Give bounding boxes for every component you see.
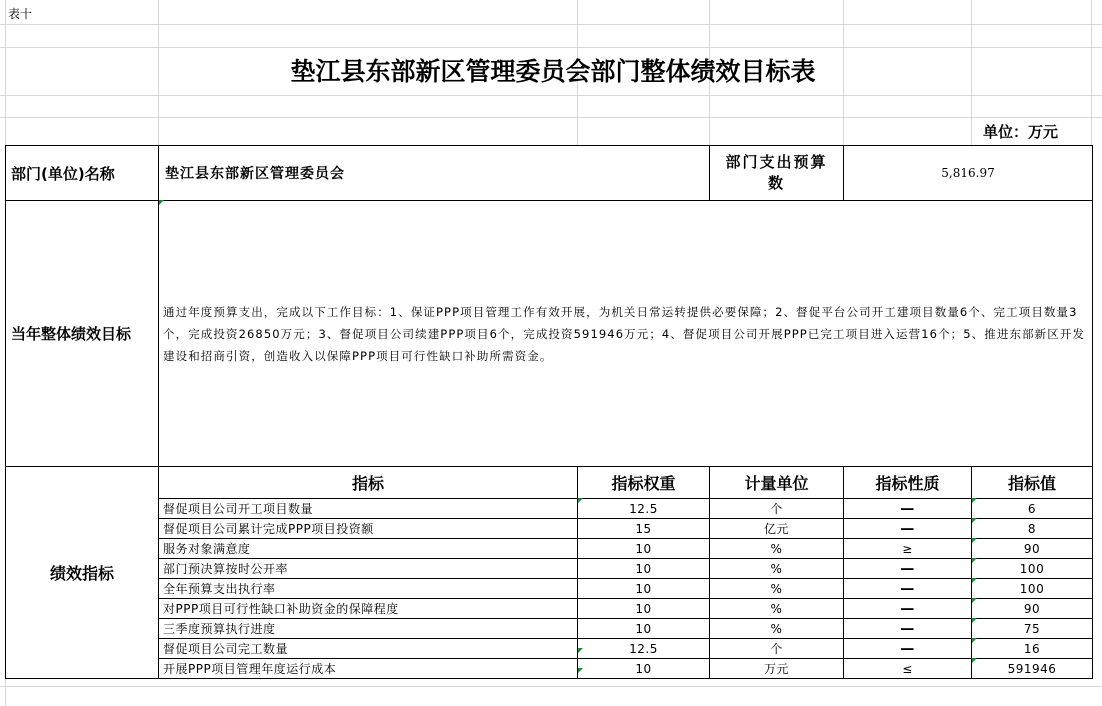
cell-error-marker: [972, 638, 977, 643]
table-row: [6, 619, 1093, 639]
indicator-nature: —: [844, 599, 972, 619]
table-row: [6, 539, 1093, 559]
indicator-value: 100: [972, 559, 1093, 579]
indicator-name: 开展PPP项目管理年度运行成本: [159, 659, 578, 679]
dept-name-value: 垫江县东部新区管理委员会: [159, 146, 710, 201]
table-row: [6, 599, 1093, 619]
page-title: 垫江县东部新区管理委员会部门整体绩效目标表: [290, 57, 816, 86]
indicator-nature: —: [844, 559, 972, 579]
indicators-table: [5, 466, 1093, 679]
indicator-weight: 10: [578, 619, 710, 639]
cell-error-marker: [972, 538, 977, 543]
indicator-name: 督促项目公司累计完成PPP项目投资额: [159, 519, 578, 539]
cell-error-marker: [578, 668, 583, 673]
cell-error-marker: [972, 498, 977, 503]
indicator-name: 三季度预算执行进度: [159, 619, 578, 639]
indicator-weight: 10: [578, 659, 710, 679]
header-indicator: 指标: [159, 467, 578, 499]
table-row: [6, 559, 1093, 579]
cell-error-marker: [578, 648, 583, 653]
table-row: [6, 519, 1093, 539]
indicator-value: 90: [972, 539, 1093, 559]
table-row: [6, 659, 1093, 679]
indicator-weight: 15: [578, 519, 710, 539]
indicator-value: 6: [972, 499, 1093, 519]
indicator-name: 全年预算支出执行率: [159, 579, 578, 599]
indicator-weight: 12.5: [578, 499, 710, 519]
indicator-value: 90: [972, 599, 1093, 619]
unit-label: 单位：万元: [982, 123, 1058, 141]
indicator-unit: %: [710, 579, 844, 599]
header-weight: 指标权重: [578, 467, 710, 499]
indicators-section-label: 绩效指标: [6, 467, 159, 679]
cell-error-marker: [972, 598, 977, 603]
cell-error-marker: [972, 578, 977, 583]
indicator-value: 75: [972, 619, 1093, 639]
indicator-nature: —: [844, 619, 972, 639]
indicator-unit: 个: [710, 639, 844, 659]
indicator-weight: 10: [578, 579, 710, 599]
goal-label: 当年整体绩效目标: [6, 201, 159, 467]
dept-name-label: 部门(单位)名称: [6, 146, 159, 201]
indicator-value: 100: [972, 579, 1093, 599]
header-unit: 计量单位: [710, 467, 844, 499]
indicator-unit: 万元: [710, 659, 844, 679]
cell-error-marker: [972, 518, 977, 523]
indicator-name: 部门预决算按时公开率: [159, 559, 578, 579]
cell-error-marker: [972, 618, 977, 623]
indicator-nature: —: [844, 499, 972, 519]
indicator-weight: 10: [578, 539, 710, 559]
dept-budget-label: 部门支出预算数: [710, 146, 844, 201]
indicator-nature: ≥: [844, 539, 972, 559]
indicator-name: 服务对象满意度: [159, 539, 578, 559]
indicator-name: 督促项目公司完工数量: [159, 639, 578, 659]
table-row: [6, 579, 1093, 599]
indicator-unit: %: [710, 539, 844, 559]
indicator-value: 8: [972, 519, 1093, 539]
indicator-unit: 个: [710, 499, 844, 519]
indicator-weight: 12.5: [578, 639, 710, 659]
indicator-unit: %: [710, 619, 844, 639]
indicator-nature: ≤: [844, 659, 972, 679]
indicator-unit: 亿元: [710, 519, 844, 539]
indicator-nature: —: [844, 579, 972, 599]
cell-error-marker: [972, 658, 977, 663]
indicator-value: 16: [972, 639, 1093, 659]
header-nature: 指标性质: [844, 467, 972, 499]
indicator-name: 对PPP项目可行性缺口补助资金的保障程度: [159, 599, 578, 619]
indicator-weight: 10: [578, 559, 710, 579]
cell-error-marker: [972, 558, 977, 563]
goal-text: 通过年度预算支出，完成以下工作目标：1、保证PPP项目管理工作有效开展，为机关日常运转提供必要保障；2、督促平台公司开工建项目数量6个、完工项目数量3个，完成投资26850万元；3、督促项目公司续建PPP项目6个，完成投资591946万元；4、督促项目公司开展PPP已完工项目进入运营16个；5、推进东部新区开发建设和招商引资，创造收入以保障PPP项目可行性缺口补助所需资金。: [159, 201, 1093, 467]
dept-budget-value: 5,816.97: [844, 146, 1093, 201]
header-value: 指标值: [972, 467, 1093, 499]
cell-error-marker: [578, 498, 583, 503]
corner-label: 表十: [8, 7, 33, 21]
table-row: [6, 499, 1093, 519]
indicator-nature: —: [844, 639, 972, 659]
indicator-name: 督促项目公司开工项目数量: [159, 499, 578, 519]
table-row: [6, 639, 1093, 659]
indicator-unit: %: [710, 559, 844, 579]
indicator-unit: %: [710, 599, 844, 619]
indicator-value: 591946: [972, 659, 1093, 679]
info-table: [5, 145, 1093, 467]
indicator-weight: 10: [578, 599, 710, 619]
indicator-nature: —: [844, 519, 972, 539]
cell-error-marker: [159, 200, 164, 205]
